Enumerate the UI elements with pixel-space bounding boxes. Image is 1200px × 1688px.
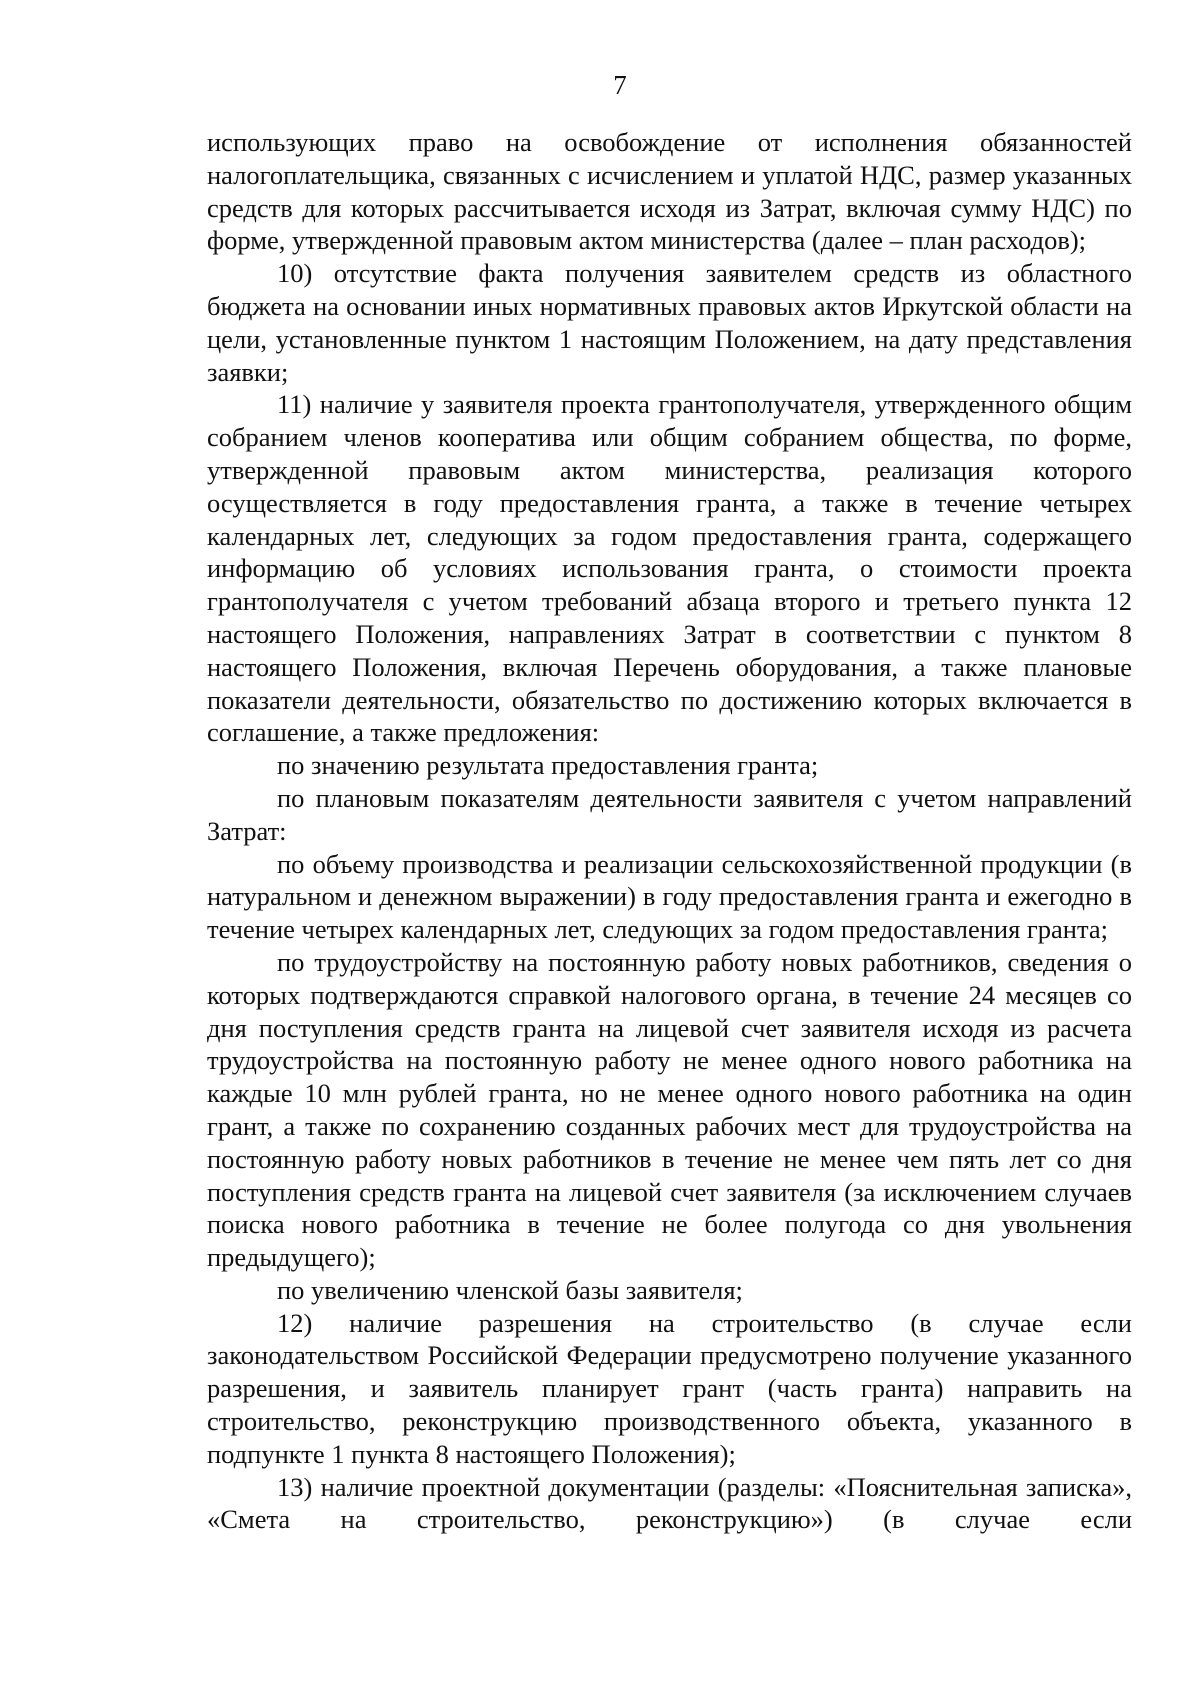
document-body — [207, 126, 1132, 1536]
paragraph-proposal-indicators: по плановым показателям деятельности заявителя с учетом направлений Затрат: — [207, 782, 1132, 846]
paragraph-continuation: использующих право на освобождение от исполнения обязанностей налогоплательщика, связанных с исчислением и уплатой НДС, размер указанных средств для которых рассчитывается исходя из Затрат, включая сумму НДС) по форме, утвержденной правовым актом министерства (далее – план расходов); — [207, 127, 1132, 256]
paragraph-item-10: 10) отсутствие факта получения заявителем средств из областного бюджета на основании иных нормативных правовых актов Иркутской области на цели, установленные пунктом 1 настоящим Положением, на дату представления заявки; — [207, 258, 1132, 387]
paragraph-item-12: 12) наличие разрешения на строительство (в случае если законодательством Российской Федерации предусмотрено получение указанного разрешения, и заявитель планирует грант (часть гранта) направить на строительство, реконструкцию производственного объекта, указанного в подпункте 1 пункта 8 настоящего Положения); — [207, 1307, 1132, 1469]
paragraph-proposal-result: по значению результата предоставления гранта; — [277, 750, 819, 781]
paragraph-item-13: 13) наличие проектной документации (разделы: «Пояснительная записка», «Смета на строительство, реконструкцию») (в случае если — [207, 1471, 1132, 1535]
paragraph-proposal-membership: по увеличению членской базы заявителя; — [277, 1274, 743, 1305]
paragraph-proposal-production: по объему производства и реализации сельскохозяйственной продукции (в натуральном и денежном выражении) в году предоставления гранта и ежегодно в течение четырех календарных лет, следующих за годом предоставления гранта; — [207, 848, 1132, 945]
page-number: 7 — [613, 70, 627, 100]
paragraph-item-11: 11) наличие у заявителя проекта грантополучателя, утвержденного общим собранием членов кооператива или общим собранием общества, по форме, утвержденной правовым актом министерства, реализация которого осуществляется в году предоставления гранта, а также в течение четырех календарных лет, следующих за годом предоставления гранта, содержащего информацию об условиях использования гранта, о стоимости проекта грантополучателя с учетом требований абзаца второго и третьего пункта 12 настоящего Положения, направлениях Затрат в соответствии с пунктом 8 настоящего Положения, включая Перечень оборудования, а также плановые показатели деятельности, обязательство по достижению которых включается в соглашение, а также предложения: — [207, 389, 1132, 748]
paragraph-proposal-employment: по трудоустройству на постоянную работу новых работников, сведения о которых подтверждаются справкой налогового органа, в течение 24 месяцев со дня поступления средств гранта на лицевой счет заявителя исходя из расчета трудоустройства на постоянную работу не менее одного нового работника на каждые 10 млн рублей гранта, но не менее одного нового работника на один грант, а также по сохранению созданных рабочих мест для трудоустройства на постоянную работу новых работников в течение не менее чем пять лет со дня поступления средств гранта на лицевой счет заявителя (за исключением случаев поиска нового работника в течение не более полугода со дня увольнения предыдущего); — [207, 946, 1132, 1273]
